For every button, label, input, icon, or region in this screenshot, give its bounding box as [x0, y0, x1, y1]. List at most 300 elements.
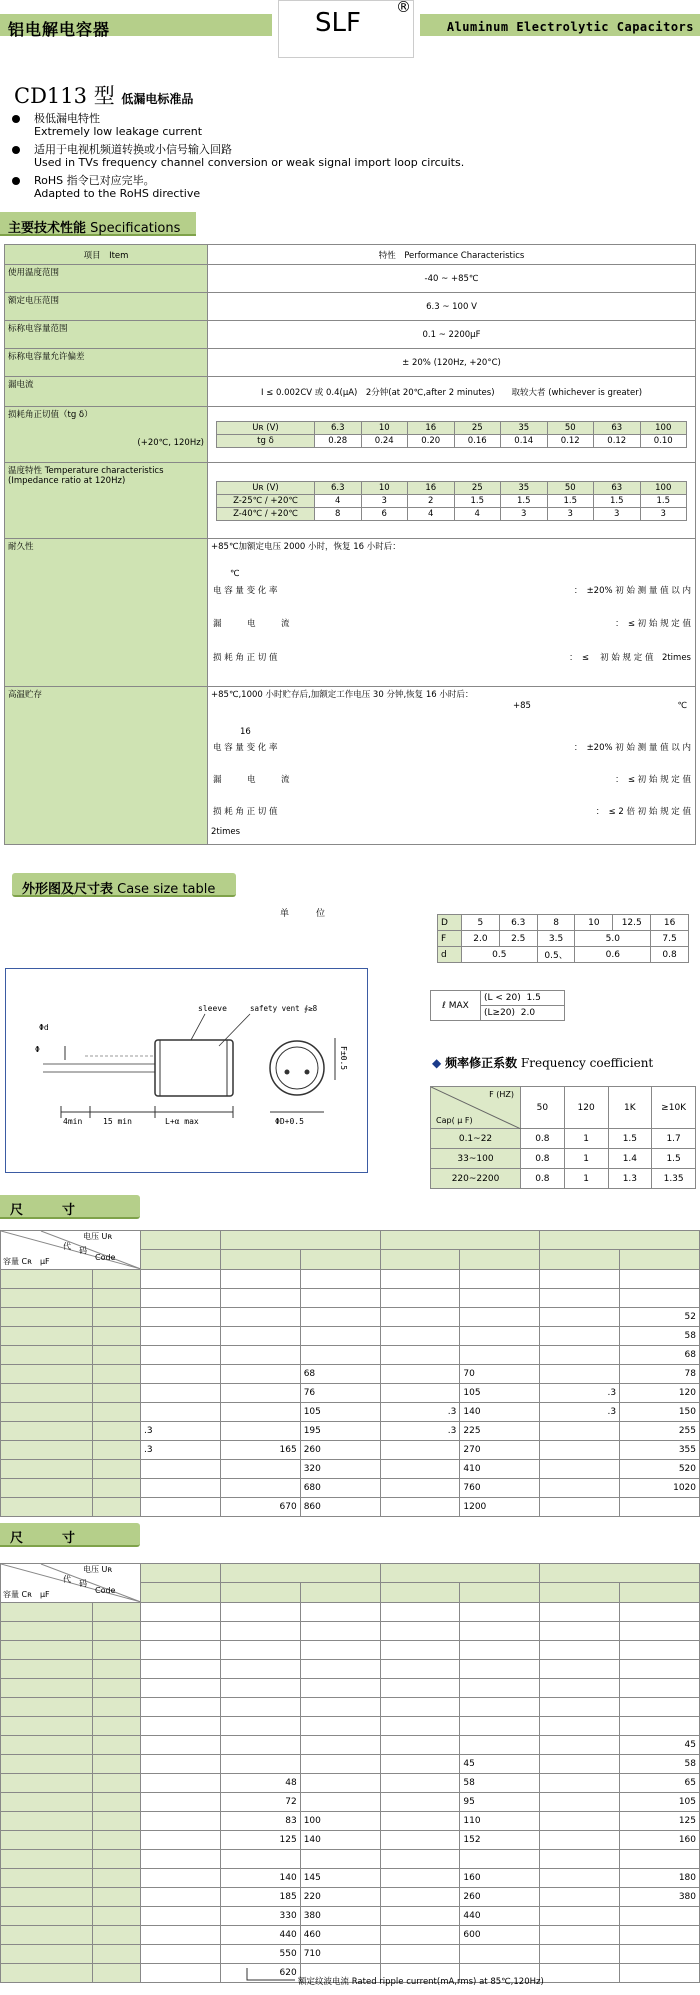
table-cell [141, 1403, 221, 1422]
table-cell: 165 [220, 1441, 300, 1460]
temp-cell [208, 463, 696, 539]
freq-value: 1.5 [652, 1149, 696, 1169]
table-cell [540, 1622, 620, 1641]
table-cell: 120 [620, 1384, 700, 1403]
spec-value: -40 ~ +85℃ [208, 265, 696, 293]
table-cell [141, 1831, 221, 1850]
table-row [1, 1479, 700, 1498]
temp-value: 3 [640, 507, 687, 520]
spec-value: 0.1 ~ 2200μF [208, 321, 696, 349]
endurance-label: 电 容 量 变 化 率 [213, 586, 278, 596]
spec-col-item: 项目 Item [5, 245, 208, 265]
spec-title-en: Specifications [90, 221, 181, 236]
outline-drawing [5, 968, 368, 1173]
table-cell [300, 1736, 380, 1755]
table-cell [620, 1698, 700, 1717]
table-row-header [1, 1698, 93, 1717]
table-cell [460, 1717, 540, 1736]
size-table-2-body [1, 1603, 700, 1983]
bullet-dot [12, 177, 20, 185]
freq-value: 1.3 [608, 1169, 652, 1189]
lmax-row [481, 991, 565, 1006]
table-cell [141, 1888, 221, 1907]
table-cell [300, 1850, 380, 1869]
table-row-header [93, 1289, 141, 1308]
table-cell [380, 1698, 460, 1717]
tan-voltage: 16 [408, 422, 455, 435]
table-row-header [1, 1346, 93, 1365]
table-row [1, 1641, 700, 1660]
table-cell [540, 1907, 620, 1926]
table-cell: 160 [460, 1869, 540, 1888]
table-row [1, 1660, 700, 1679]
table-cell: 255 [620, 1422, 700, 1441]
table-row [1, 1869, 700, 1888]
table-cell [141, 1308, 221, 1327]
dim-cell: 16 [651, 915, 689, 931]
table-row-header [1, 1793, 93, 1812]
shelf-cell [208, 687, 696, 845]
table-cell [460, 1660, 540, 1679]
temp-voltage: 6.3 [315, 481, 362, 494]
endurance-cell [208, 539, 696, 687]
freq-value: 0.8 [521, 1169, 565, 1189]
table-cell: 670 [220, 1498, 300, 1517]
table-cell [220, 1717, 300, 1736]
spec-item: 标称电容量范围 [5, 321, 208, 349]
size-table-2-corner [1, 1564, 141, 1603]
table-cell [141, 1679, 221, 1698]
shelf-value: ： ≤ 2 倍 初 始 规 定 值 [595, 807, 691, 817]
shelf-label: 损 耗 角 正 切 值 [213, 807, 278, 817]
tan-ur-label: Uʀ (V) [217, 422, 315, 435]
freq-hdr-f: F (HZ) [489, 1090, 514, 1099]
table-cell [620, 1498, 700, 1517]
temp-voltage: 50 [547, 481, 594, 494]
table-row [1, 1774, 700, 1793]
table-cell [380, 1460, 460, 1479]
table-cell [620, 1622, 700, 1641]
table-cell [540, 1812, 620, 1831]
table-cell [380, 1812, 460, 1831]
table-cell [141, 1926, 221, 1945]
table-cell: 95 [460, 1793, 540, 1812]
table-cell [141, 1698, 221, 1717]
table-cell: 1020 [620, 1479, 700, 1498]
table-cell: 195 [300, 1422, 380, 1441]
shelf-intro: +85℃,1000 小时贮存后,加额定工作电压 30 分钟,恢复 16 小时后： [211, 690, 474, 700]
table-cell [220, 1603, 300, 1622]
table-cell [540, 1850, 620, 1869]
table-cell: 78 [620, 1365, 700, 1384]
label-dd: ΦD+0.5 [275, 1117, 304, 1126]
shelf-label: 漏 电 流 [213, 775, 290, 785]
table-row [1, 1422, 700, 1441]
table-cell [540, 1346, 620, 1365]
table-cell [540, 1869, 620, 1888]
table-cell [620, 1850, 700, 1869]
table-cell [141, 1460, 221, 1479]
table-row-header [1, 1403, 93, 1422]
table-cell [220, 1403, 300, 1422]
table-row [1, 1498, 700, 1517]
table-row-header [1, 1603, 93, 1622]
table-cell [540, 1365, 620, 1384]
case-title-cn: 外形图及尺寸表 [22, 882, 114, 897]
label-4min: 4min [63, 1117, 83, 1126]
bullet-2-cn: 适用于电视机频道转换或小信号输入回路 [34, 143, 232, 156]
freq-col: 120 [564, 1087, 608, 1129]
table-cell: 105 [300, 1403, 380, 1422]
table-cell [380, 1365, 460, 1384]
table-cell [380, 1660, 460, 1679]
temp-value: 1.5 [640, 494, 687, 507]
table-cell [620, 1926, 700, 1945]
hdr-code-1: 代 [63, 1575, 71, 1584]
table-cell: 150 [620, 1403, 700, 1422]
freq-value: 1 [564, 1129, 608, 1149]
tan-item-cell [5, 407, 208, 463]
table-row-header [93, 1498, 141, 1517]
hdr-cell [220, 1564, 380, 1583]
table-cell [540, 1774, 620, 1793]
table-cell: 180 [620, 1869, 700, 1888]
table-row [1, 1622, 700, 1641]
table-row-header [93, 1850, 141, 1869]
table-row-header [1, 1308, 93, 1327]
temp-item-2: (Impedance ratio at 120Hz) [8, 476, 126, 486]
logo: SLF [315, 8, 361, 38]
spec-value: ± 20% (120Hz, +20°C) [208, 349, 696, 377]
table-cell [141, 1346, 221, 1365]
table-cell: 440 [220, 1926, 300, 1945]
table-cell [460, 1346, 540, 1365]
table-cell [460, 1850, 540, 1869]
tan-voltage: 50 [547, 422, 594, 435]
table-cell [220, 1755, 300, 1774]
table-cell [220, 1270, 300, 1289]
table-row-header [1, 1289, 93, 1308]
dim-cell: 5.0 [575, 931, 651, 947]
table-cell [220, 1660, 300, 1679]
spec-item: 标称电容量允许偏差 [5, 349, 208, 377]
hdr-cell [141, 1250, 221, 1270]
freq-hdr-cap: Cap( μ F) [436, 1116, 473, 1125]
hdr-cell [540, 1231, 700, 1250]
table-cell [141, 1812, 221, 1831]
table-cell [220, 1308, 300, 1327]
table-cell [460, 1270, 540, 1289]
tan-value: 0.12 [547, 435, 594, 448]
table-cell: 355 [620, 1441, 700, 1460]
table-cell [380, 1603, 460, 1622]
table-row-header [93, 1308, 141, 1327]
table-cell [620, 1964, 700, 1983]
table-cell: 410 [460, 1460, 540, 1479]
table-cell: 220 [300, 1888, 380, 1907]
table-cell [220, 1422, 300, 1441]
temp-item-cell [5, 463, 208, 539]
table-cell [141, 1498, 221, 1517]
table-cell: 100 [300, 1812, 380, 1831]
freq-value: 1 [564, 1169, 608, 1189]
bullet-dot [12, 115, 20, 123]
table-row-header [93, 1603, 141, 1622]
table-cell [380, 1679, 460, 1698]
temp-voltage: 25 [454, 481, 501, 494]
dim-cell: 2.5 [499, 931, 537, 947]
table-cell [220, 1327, 300, 1346]
table-cell [540, 1289, 620, 1308]
table-row-header [93, 1384, 141, 1403]
table-cell [141, 1384, 221, 1403]
table-cell [540, 1327, 620, 1346]
table-cell [141, 1850, 221, 1869]
freq-value: 1.4 [608, 1149, 652, 1169]
table-row-header [1, 1831, 93, 1850]
table-row-header [93, 1755, 141, 1774]
hdr-cell [220, 1250, 300, 1270]
hdr-cell [220, 1231, 380, 1250]
table-row [1, 1327, 700, 1346]
temp-table [216, 481, 687, 521]
hdr-cell [141, 1231, 221, 1250]
temp-ur-label: Uʀ (V) [217, 481, 315, 494]
product-model: CD113 [14, 84, 87, 108]
table-cell [460, 1679, 540, 1698]
hdr-cell [220, 1583, 300, 1603]
table-cell: 125 [620, 1812, 700, 1831]
table-cell [380, 1441, 460, 1460]
table-row-header [93, 1622, 141, 1641]
table-cell [380, 1641, 460, 1660]
table-row-header [1, 1907, 93, 1926]
temp-voltage: 100 [640, 481, 687, 494]
table-row-header [1, 1660, 93, 1679]
table-cell [620, 1270, 700, 1289]
table-row-header [1, 1926, 93, 1945]
table-cell [380, 1308, 460, 1327]
table-cell [300, 1327, 380, 1346]
temp-item: 温度特性 Temperature characteristics [8, 466, 164, 476]
label-lmax: L+α max [165, 1117, 199, 1126]
table-row-header [1, 1888, 93, 1907]
temp-value: 4 [454, 507, 501, 520]
table-cell [540, 1964, 620, 1983]
table-cell [460, 1641, 540, 1660]
unit-label: 单 位 [280, 909, 326, 919]
table-cell: 260 [300, 1441, 380, 1460]
freq-cap: 33~100 [431, 1149, 521, 1169]
table-cell [141, 1327, 221, 1346]
table-row-header [93, 1270, 141, 1289]
table-cell: 45 [620, 1736, 700, 1755]
table-cell [380, 1736, 460, 1755]
table-cell: 550 [220, 1945, 300, 1964]
size-table-2-title: 尺 寸 [10, 1531, 76, 1546]
table-cell: 380 [300, 1907, 380, 1926]
table-row [1, 1403, 700, 1422]
dim-cell: 2.0 [462, 931, 500, 947]
tan-value: 0.12 [594, 435, 641, 448]
lmax-row [481, 1006, 565, 1021]
table-cell [620, 1717, 700, 1736]
table-cell [380, 1907, 460, 1926]
shelf-temp: +85 [513, 701, 531, 711]
table-cell: 380 [620, 1888, 700, 1907]
table-row-header [1, 1736, 93, 1755]
shelf-value: ： ±20% 初 始 测 量 值 以 内 [573, 743, 691, 753]
shelf-label: 电 容 量 变 化 率 [213, 743, 278, 753]
table-cell [300, 1660, 380, 1679]
table-cell [220, 1736, 300, 1755]
table-cell [300, 1679, 380, 1698]
header-right-title: Aluminum Electrolytic Capacitors [446, 20, 694, 34]
hdr-code-1: 代 [63, 1242, 71, 1251]
table-cell: 58 [620, 1327, 700, 1346]
dim-cell: 0.8 [651, 947, 689, 963]
table-cell: 1200 [460, 1498, 540, 1517]
table-cell [540, 1498, 620, 1517]
table-cell [300, 1289, 380, 1308]
table-cell [380, 1384, 460, 1403]
table-cell [300, 1774, 380, 1793]
dim-d-label: D [438, 915, 462, 931]
table-row [1, 1793, 700, 1812]
table-cell [460, 1736, 540, 1755]
temp-voltage: 35 [501, 481, 548, 494]
bullet-1-cn: 极低漏电特性 [34, 112, 100, 125]
table-cell [300, 1698, 380, 1717]
tan-value: 0.20 [408, 435, 455, 448]
endurance-value: ： ≤ 初 始 规 定 值 [615, 619, 691, 629]
table-cell: 140 [300, 1831, 380, 1850]
table-cell [141, 1622, 221, 1641]
table-cell: 330 [220, 1907, 300, 1926]
hdr-voltage: 电压 Uʀ [83, 1565, 113, 1574]
table-row-header [93, 1888, 141, 1907]
table-row-header [1, 1641, 93, 1660]
tan-value: 0.10 [640, 435, 687, 448]
bullet-1-en: Extremely low leakage current [34, 125, 203, 138]
hdr-cell [300, 1250, 380, 1270]
lmax-value: 2.0 [520, 1008, 536, 1018]
hdr-cell [141, 1564, 221, 1583]
hdr-code-2: 码 [79, 1246, 87, 1255]
table-cell [380, 1869, 460, 1888]
table-row-header [1, 1384, 93, 1403]
table-row-header [93, 1812, 141, 1831]
table-cell [380, 1270, 460, 1289]
freq-table [430, 1086, 696, 1189]
table-row-header [93, 1441, 141, 1460]
product-subtitle: 低漏电标准品 [121, 92, 194, 106]
table-row-header [93, 1660, 141, 1679]
table-cell [540, 1793, 620, 1812]
dim-table [437, 914, 689, 963]
table-row-header [1, 1460, 93, 1479]
lmax-table [430, 990, 565, 1021]
table-cell: 260 [460, 1888, 540, 1907]
table-cell [141, 1660, 221, 1679]
table-row [1, 1365, 700, 1384]
spec-section-title [0, 214, 188, 239]
table-cell: .3 [540, 1384, 620, 1403]
hdr-capacitance: 容量 Cʀ μF [3, 1257, 50, 1266]
hdr-cell [380, 1231, 540, 1250]
table-cell [540, 1755, 620, 1774]
temp-value: 1.5 [454, 494, 501, 507]
size-table-1-corner [1, 1231, 141, 1270]
table-cell [380, 1926, 460, 1945]
temp-value: 3 [361, 494, 408, 507]
table-row-header [93, 1907, 141, 1926]
table-cell [141, 1603, 221, 1622]
endurance-value: ： ±20% 初 始 测 量 值 以 内 [573, 586, 691, 596]
table-cell: 185 [220, 1888, 300, 1907]
table-cell: 600 [460, 1926, 540, 1945]
table-row-header [1, 1441, 93, 1460]
footnote: 额定纹波电流 Rated ripple current(mA,rms) at 85℃,120Hz) [298, 1977, 544, 1987]
table-cell [220, 1346, 300, 1365]
table-cell [300, 1346, 380, 1365]
tan-value: 0.14 [501, 435, 548, 448]
dim-cell: 5 [462, 915, 500, 931]
table-cell [141, 1869, 221, 1888]
table-cell [380, 1479, 460, 1498]
table-cell [220, 1698, 300, 1717]
table-cell [540, 1641, 620, 1660]
table-row [1, 1460, 700, 1479]
freq-title-en: Frequency coefficient [520, 1056, 654, 1070]
table-cell: 110 [460, 1812, 540, 1831]
table-cell: 48 [220, 1774, 300, 1793]
temp-value: 4 [408, 507, 455, 520]
table-row-header [93, 1736, 141, 1755]
table-cell [540, 1736, 620, 1755]
table-row [1, 1945, 700, 1964]
table-cell: 68 [620, 1346, 700, 1365]
tan-cell [208, 407, 696, 463]
table-row-header [1, 1365, 93, 1384]
table-row-header [93, 1869, 141, 1888]
case-section-title [14, 875, 223, 900]
table-cell [380, 1945, 460, 1964]
label-vent: safety vent ∮≥8 [250, 1004, 318, 1013]
table-cell: 320 [300, 1460, 380, 1479]
shelf-unit: ℃ [677, 701, 687, 711]
table-row [1, 1603, 700, 1622]
table-row-header [93, 1346, 141, 1365]
table-cell [380, 1289, 460, 1308]
endurance-value: ： ≤ 初 始 规 定 值 2times [569, 653, 691, 663]
table-row [1, 1755, 700, 1774]
table-row-header [1, 1755, 93, 1774]
table-cell: 140 [220, 1869, 300, 1888]
hdr-code-3: Code [95, 1586, 116, 1595]
table-cell [220, 1641, 300, 1660]
table-row-header [1, 1850, 93, 1869]
table-cell [460, 1308, 540, 1327]
tan-voltage: 63 [594, 422, 641, 435]
table-cell: 520 [620, 1460, 700, 1479]
diamond-icon: ◆ [432, 1056, 442, 1070]
table-cell: 58 [460, 1774, 540, 1793]
table-cell [540, 1945, 620, 1964]
table-cell [220, 1850, 300, 1869]
temp-value: 1.5 [501, 494, 548, 507]
table-cell: .3 [141, 1422, 221, 1441]
